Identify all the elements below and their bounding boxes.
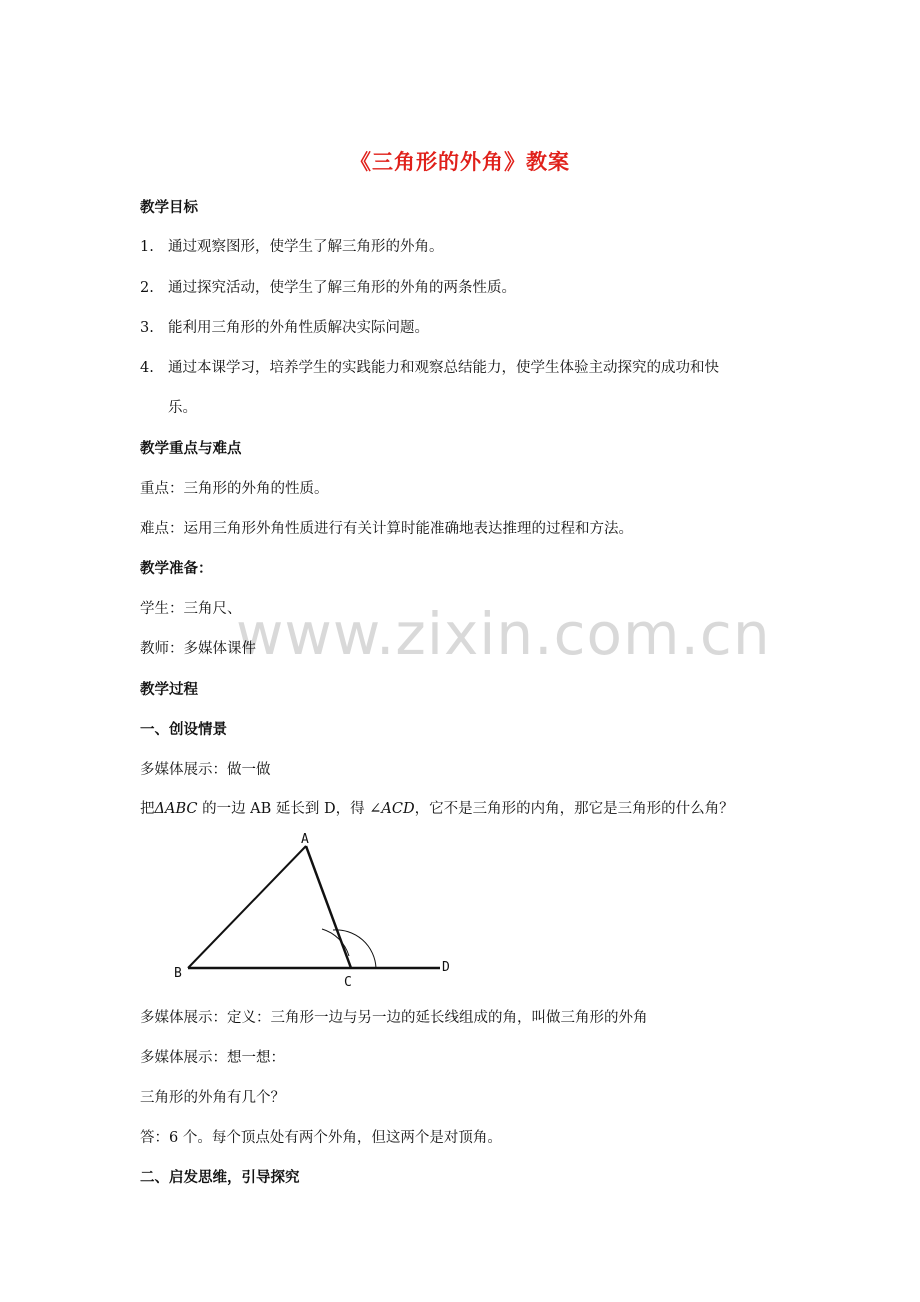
objective-item (140, 316, 429, 337)
objective-number: 3. (140, 320, 154, 336)
section-process: 教学过程 (140, 682, 198, 698)
side-ac (306, 846, 351, 968)
triangle-figure (160, 826, 460, 988)
objective-item (140, 235, 444, 256)
objective-number: 4. (140, 360, 154, 376)
step-heading: 一、创设情景 (140, 722, 227, 738)
objective-text: 通过探究活动，使学生了解三角形的外角的两条性质。 (168, 280, 516, 296)
label-a: A (301, 832, 309, 847)
objective-number: 1. (140, 239, 154, 255)
objective-continuation: 乐。 (168, 400, 197, 416)
show-do-text: 多媒体展示：做一做 (140, 762, 271, 778)
question-middle: 的一边 AB 延长到 D，得 (197, 801, 370, 817)
difficulty-text: 难点：运用三角形外角性质进行有关计算时能准确地表达推理的过程和方法。 (140, 521, 633, 537)
question-prefix: 把 (140, 801, 155, 817)
objective-number: 2. (140, 280, 154, 296)
label-b: B (174, 966, 182, 981)
section-keypoints: 教学重点与难点 (140, 441, 242, 457)
watermark: www.zixin.com.cn (236, 600, 771, 668)
angle-symbol: ∠ACD (369, 801, 415, 817)
section-prep: 教学准备： (140, 561, 213, 577)
question-text: 三角形的外角有几个？ (140, 1090, 285, 1106)
step-heading: 二、启发思维，引导探究 (140, 1170, 300, 1186)
side-ab (188, 846, 306, 968)
triangle-symbol: ΔABC (154, 801, 198, 817)
answer-text: 答：6 个。每个顶点处有两个外角，但这两个是对顶角。 (140, 1130, 502, 1146)
prep-teacher: 教师：多媒体课件 (140, 641, 256, 657)
objective-item (140, 276, 516, 297)
document-title: 《三角形的外角》教案 (350, 150, 570, 174)
prep-student: 学生：三角尺、 (140, 601, 242, 617)
keypoint-text: 重点：三角形的外角的性质。 (140, 481, 329, 497)
question-suffix: ，它不是三角形的内角，那它是三角形的什么角？ (414, 801, 734, 817)
question-line (140, 797, 734, 818)
label-c: C (344, 975, 352, 988)
objective-text: 能利用三角形的外角性质解决实际问题。 (168, 320, 429, 336)
objective-item (140, 356, 719, 377)
section-objectives: 教学目标 (140, 200, 198, 216)
show-think-text: 多媒体展示：想一想： (140, 1050, 285, 1066)
definition-text: 多媒体展示：定义：三角形一边与另一边的延长线组成的角，叫做三角形的外角 (140, 1010, 648, 1026)
objective-text: 通过观察图形，使学生了解三角形的外角。 (168, 239, 444, 255)
label-d: D (442, 960, 450, 975)
objective-text: 通过本课学习，培养学生的实践能力和观察总结能力，使学生体验主动探究的成功和快 (168, 360, 719, 376)
